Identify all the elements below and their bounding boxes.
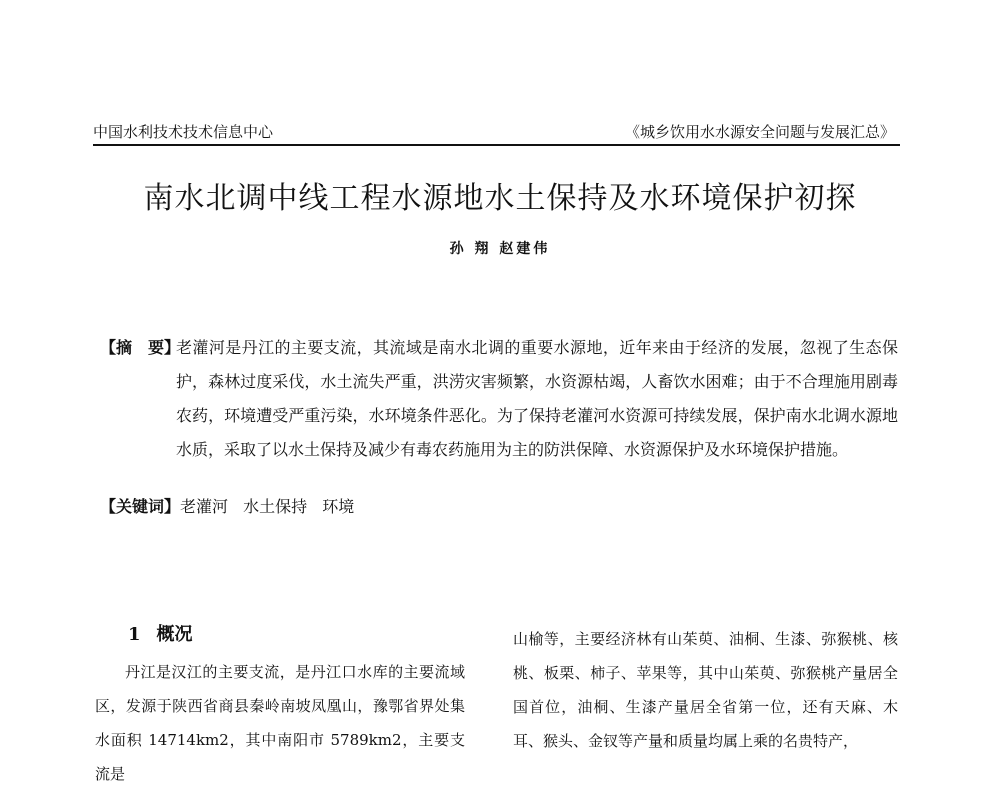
keyword: 环境 xyxy=(322,497,355,516)
abstract-text: 老灌河是丹江的主要支流，其流域是南水北调的重要水源地，近年来由于经济的发展，忽视了生态保护，森林过度采伐，水土流失严重，洪涝灾害频繁，水资源枯竭，人畜饮水困难；由于不合理施用剧毒农药，环境遭受严重污染，水环境条件恶化。为了保持老灌河水资源可持续发展，保护南水北调水源地水质，采取了以水土保持及减少有毒农药施用为主的防洪保障、水资源保护及水环境保护措施。 xyxy=(176,338,898,459)
running-header-left: 中国水利技术技术信息中心 xyxy=(93,123,274,141)
section-heading xyxy=(128,620,193,646)
keywords-label: 【关键词】 xyxy=(100,497,181,516)
body-column-left: 丹江是汉江的主要支流，是丹江口水库的主要流域区，发源于陕西省商县秦岭南坡凤凰山，豫鄂省界处集水面积 14714km2，其中南阳市 5789km2，主要支流是 xyxy=(95,663,465,783)
section-title: 概况 xyxy=(156,624,193,645)
body-column-right: 山榆等，主要经济林有山茱萸、油桐、生漆、弥猴桃、核桃、板栗、柿子、苹果等，其中山茱萸、弥猴桃产量居全国首位，油桐、生漆产量居全省第一位，还有天麻、木耳、猴头、金钗等产量和质量均属上乘的名贵特产， xyxy=(513,630,898,750)
authors: 孙 翔 赵建伟 xyxy=(449,241,551,257)
header-rule xyxy=(93,144,900,146)
keywords-list xyxy=(180,494,364,520)
paper-title: 南水北调中线工程水源地水土保持及水环境保护初探 xyxy=(143,181,857,216)
section-number: 1 xyxy=(128,624,141,645)
keyword: 水土保持 xyxy=(243,497,308,516)
keyword: 老灌河 xyxy=(180,497,229,516)
abstract-label: 【摘 要】 xyxy=(100,338,181,357)
running-header-right: 《城乡饮用水水源安全问题与发展汇总》 xyxy=(624,123,895,141)
